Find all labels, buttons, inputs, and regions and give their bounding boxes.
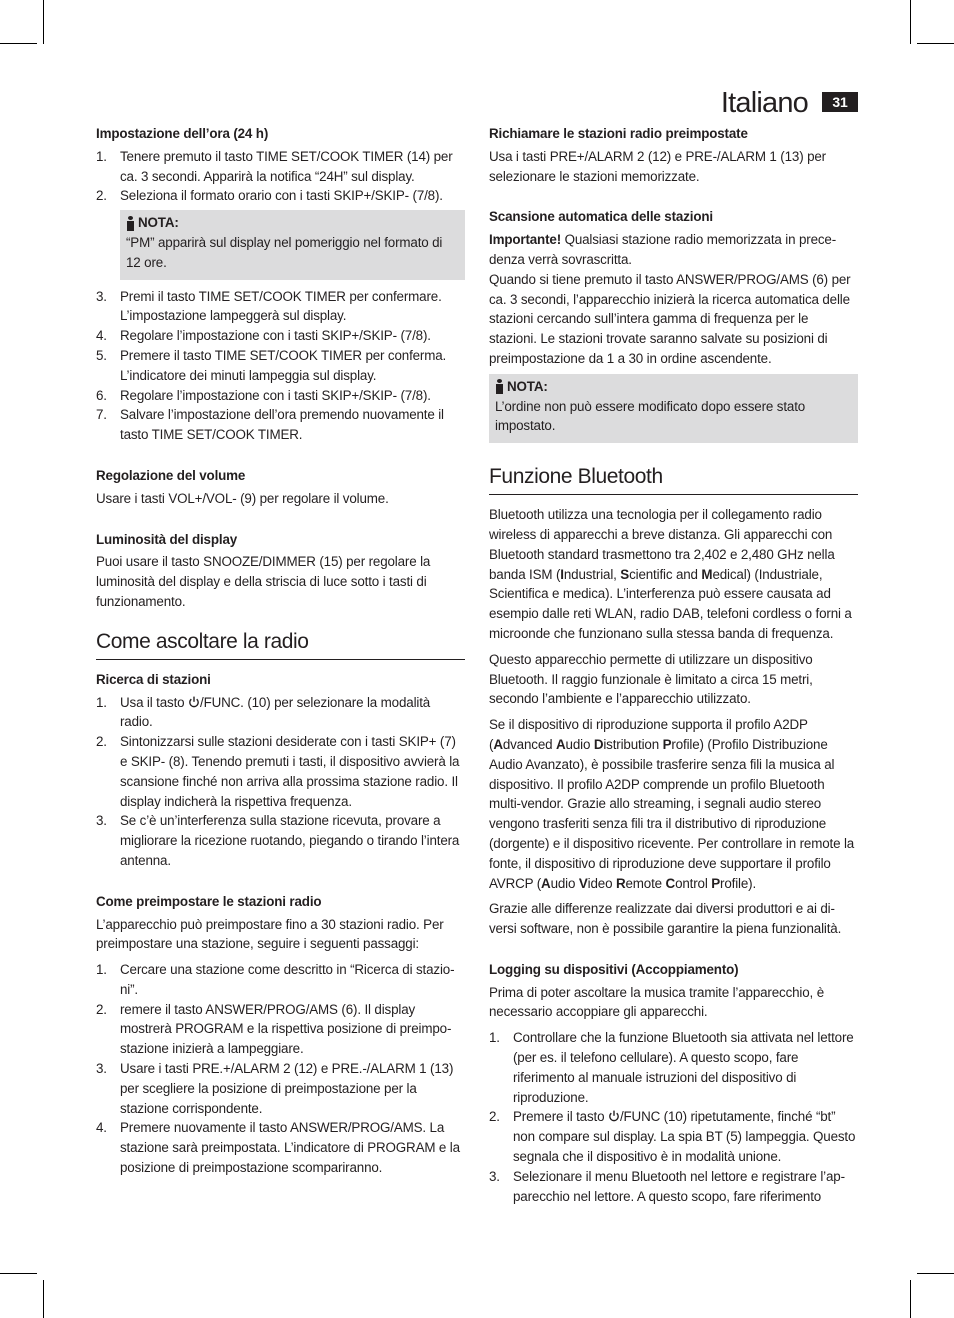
note-box: [489, 374, 858, 443]
pairing-heading: Logging su dispositivi (Accoppiamento): [489, 961, 739, 977]
left-column: [96, 124, 465, 1182]
pairing-intro: Prima di poter ascoltare la musica tramite l’apparecchio, è necessario accoppiare gli apparecchi.: [489, 984, 824, 1020]
radio-section-title: Come ascoltare la radio: [96, 629, 465, 660]
bluetooth-paragraph: Se il dispositivo di riproduzione supporta il profilo A2DP (Advanced Audio Distribution Profile) (Profilo Distribuzione Audio Avanzato), è possibile trasferire senza fili la musica al dispositivo. Il profilo A2DP comprende un profilo Bluetooth multi-vendor. Grazie allo streaming, i segnali audio stereo vengono trasferiti senza fili tra il distributivo di riproduzione (dorgente) e il dispositivo ricevente. Per controllare in remote la fonte, il dispositivo di riproduzione deve supportare il profilo AVRCP (Audio Video Remote Control Profile).: [489, 717, 855, 891]
list-item: 3. Se c’è un’interferenza sulla stazione ricevuta, provare a migliorare la ricezione ruotando, piegando o tirando l’intera antenna.: [96, 813, 460, 868]
crop-mark: [917, 1273, 954, 1274]
info-icon: [126, 216, 135, 231]
list-item: 7. Salvare l’impostazione dell’ora premendo nuovamente il tasto TIME SET/COOK TIMER.: [96, 407, 444, 443]
time-heading: Impostazione dell’ora (24 h): [96, 126, 269, 141]
scan-heading: Scansione automatica delle stazioni: [489, 209, 713, 225]
crop-mark: [910, 1280, 911, 1318]
page-number: 31: [822, 92, 858, 112]
crop-mark: [0, 1273, 37, 1274]
list-item: 1. Controllare che la funzione Bluetooth sia attivata nel lettore (per es. il telefono cellulare). A questo scopo, fare riferimento al manuale istruzioni del dispositivo di riproduzione.: [489, 1030, 854, 1105]
search-heading: Ricerca di stazioni: [96, 671, 211, 687]
bluetooth-paragraph: Questo apparecchio permette di utilizzare un dispositivo Bluetooth. Il raggio funzionale è limitato a circa 15 metri, secondo l’ambiente e l’apparecchio utilizzato.: [489, 651, 813, 707]
display-text: Puoi usare il tasto SNOOZE/DIMMER (15) per regolare la luminosità del display e della striscia di luce sotto i tasti di funzionamento.: [96, 554, 431, 609]
time-steps: [96, 147, 465, 206]
bluetooth-paragraph: Grazie alle differenze realizzate dai diversi produttori e ai di-versi software, non è possibile garantire la piena funzionalità.: [489, 901, 842, 937]
page-title: Italiano: [720, 87, 808, 119]
crop-mark: [0, 43, 37, 44]
note-text: “PM” apparirà sul display nel pomeriggio nel formato di 12 ore.: [126, 234, 443, 270]
crop-mark: [917, 43, 954, 44]
list-item: 2. Premere il tasto /FUNC (10) ripetutamente, finché “bt” non compare sul display. La spia BT (5) lampeggia. Questo segnala che il dispositivo è in modalità unione.: [489, 1109, 856, 1165]
recall-text: Usa i tasti PRE+/ALARM 2 (12) e PRE-/ALARM 1 (13) per selezionare le stazioni memorizzate.: [489, 148, 826, 184]
info-icon: [495, 379, 504, 394]
bluetooth-section-title: Funzione Bluetooth: [489, 464, 858, 495]
list-item: 2. Seleziona il formato orario con i tasti SKIP+/SKIP- (7/8).: [96, 188, 443, 204]
crop-mark: [43, 1280, 44, 1318]
crop-mark: [910, 0, 911, 44]
search-steps: [96, 693, 465, 871]
list-item: 2. Sintonizzarsi sulle stazioni desiderate con i tasti SKIP+ (7) e SKIP- (8). Tenendo premuti i tasti, il dispositivo avvierà la scansione finché non arriva alla prossima stazione radio. Il display indicherà la rispettiva frequenza.: [96, 734, 460, 809]
power-icon: [188, 696, 200, 708]
list-item: 1. Usa il tasto /FUNC. (10) per selezionare la modalità radio.: [96, 694, 431, 730]
preset-steps: [96, 960, 465, 1178]
right-column: [489, 124, 858, 1210]
preset-heading: Come preimpostare le stazioni radio: [96, 893, 322, 909]
list-item: 3. Premi il tasto TIME SET/COOK TIMER per confermare. L’impostazione lampeggerà sul display.: [96, 288, 442, 324]
bluetooth-paragraph: Bluetooth utilizza una tecnologia per il collegamento radio wireless di apparecchi a breve distanza. Gli apparecchi con Bluetooth standard trasmettono tra 2,402 e 2,480 GHz nella banda ISM (Industrial, Scientific and Medical) (Industriale, Scientifica e medica). L’interferenza può essere causata ad esempio dalle reti WLAN, radio DAB, telefoni cordless o forni a microonde che funzionano sulla stessa banda di frequenza.: [489, 507, 852, 641]
list-item: 2. remere il tasto ANSWER/PROG/AMS (6). Il display mostrerà PROGRAM e la rispettiva posizione di preimpo-stazione inizierà a lampeggiare.: [96, 1001, 452, 1057]
time-steps-continued: [96, 287, 465, 445]
volume-heading: Regolazione del volume: [96, 467, 246, 483]
note-box: [120, 210, 465, 279]
scan-important: Importante! Qualsiasi stazione radio memorizzata in prece-denza verrà sovrascritta.: [489, 232, 837, 267]
scan-text: Quando si tiene premuto il tasto ANSWER/PROG/AMS (6) per ca. 3 secondi, l’apparecchio inizierà la ricerca automatica delle stazioni cercando sull’intera gamma di frequenza per le stazioni. Le stazioni trovate saranno salvate su posizioni di preimpostazione da 1 a 30 in ordine ascendente.: [489, 271, 851, 366]
note-text: L’ordine non può essere modificato dopo essere stato impostato.: [495, 398, 806, 434]
list-item: 1. Tenere premuto il tasto TIME SET/COOK TIMER (14) per ca. 3 secondi. Apparirà la notifica “24H” sul display.: [96, 148, 453, 184]
list-item: 3. Selezionare il menu Bluetooth nel lettore e registrare l’ap-parecchio nel lettore. A questo scopo, fare riferimento: [489, 1168, 845, 1204]
list-item: 1. Cercare una stazione come descritto in “Ricerca di stazio-ni”.: [96, 962, 455, 997]
power-icon: [608, 1110, 620, 1122]
list-item: 6. Regolare l’impostazione con i tasti SKIP+/SKIP- (7/8).: [96, 387, 431, 403]
list-item: 3. Usare i tasti PRE.+/ALARM 2 (12) e PRE.-/ALARM 1 (13) per scegliere la posizione di preimpostazione per la stazione corrispondente.: [96, 1061, 454, 1116]
pairing-steps: [489, 1028, 858, 1206]
list-item: 4. Premere nuovamente il tasto ANSWER/PROG/AMS. La stazione sarà preimpostata. L’indicatore di PROGRAM e la posizione di preimpostazione scompariranno.: [96, 1120, 460, 1176]
list-item: 5. Premere il tasto TIME SET/COOK TIMER per conferma. L’indicatore dei minuti lampeggia sul display.: [96, 347, 447, 383]
note-label: NOTA:: [507, 378, 548, 394]
recall-heading: Richiamare le stazioni radio preimpostate: [489, 126, 748, 141]
volume-text: Usare i tasti VOL+/VOL- (9) per regolare il volume.: [96, 490, 389, 506]
preset-intro: L’apparecchio può preimpostare fino a 30 stazioni radio. Per preimpostare una stazione, seguire i seguenti passaggi:: [96, 916, 444, 952]
crop-mark: [43, 0, 44, 44]
list-item: 4. Regolare l’impostazione con i tasti SKIP+/SKIP- (7/8).: [96, 328, 431, 344]
display-heading: Luminosità del display: [96, 531, 238, 547]
note-label: NOTA:: [138, 215, 179, 231]
